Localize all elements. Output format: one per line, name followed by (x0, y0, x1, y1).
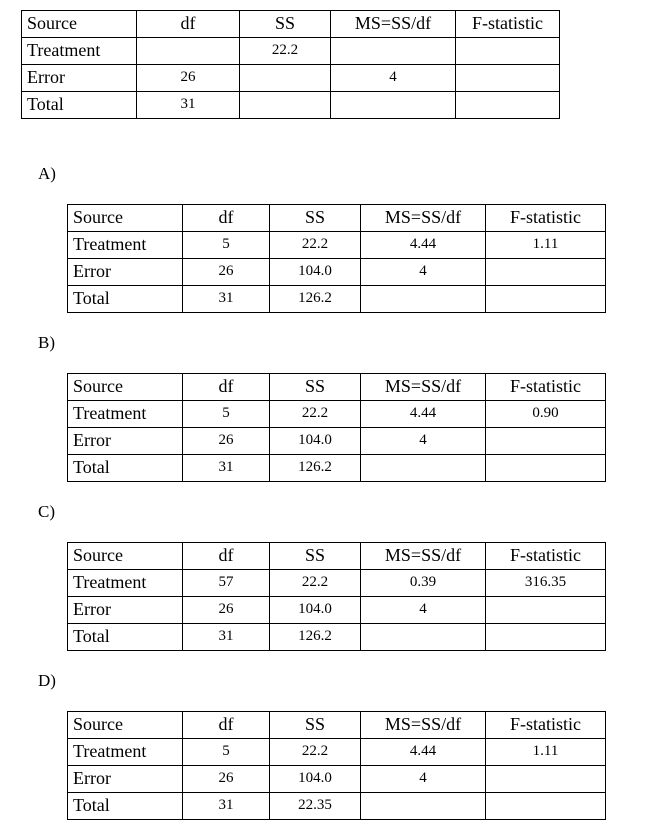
table-row-total (22, 92, 560, 119)
cell-ms: 0.39 (361, 570, 486, 597)
header-ms: MS=SS/df (361, 712, 486, 739)
header-f: F-statistic (486, 543, 606, 570)
table-row-error (68, 428, 606, 455)
header-source: Source (68, 543, 183, 570)
header-ms: MS=SS/df (331, 11, 456, 38)
header-f: F-statistic (486, 712, 606, 739)
cell-source: Total (68, 455, 183, 482)
table-row-treatment (22, 38, 560, 65)
header-source: Source (68, 712, 183, 739)
cell-source: Error (22, 65, 137, 92)
cell-ss: 126.2 (270, 455, 361, 482)
cell-ms: 4 (361, 259, 486, 286)
header-ms: MS=SS/df (361, 374, 486, 401)
cell-source: Treatment (22, 38, 137, 65)
table-row-treatment (68, 570, 606, 597)
cell-f: 0.90 (486, 401, 606, 428)
cell-source: Treatment (68, 570, 183, 597)
cell-ss: 126.2 (270, 286, 361, 313)
header-ss: SS (240, 11, 331, 38)
cell-source: Treatment (68, 401, 183, 428)
cell-f (486, 766, 606, 793)
cell-source: Error (68, 597, 183, 624)
option-b-table (67, 373, 606, 482)
cell-df: 31 (137, 92, 240, 119)
header-ss: SS (270, 374, 361, 401)
header-f: F-statistic (486, 205, 606, 232)
cell-ss: 22.2 (270, 401, 361, 428)
cell-ss: 22.35 (270, 793, 361, 820)
table-row-error (68, 597, 606, 624)
cell-f (486, 286, 606, 313)
cell-df: 26 (183, 766, 270, 793)
cell-ss: 22.2 (270, 570, 361, 597)
cell-df: 31 (183, 793, 270, 820)
cell-f (486, 428, 606, 455)
cell-source: Total (68, 624, 183, 651)
table-row-treatment (68, 739, 606, 766)
header-df: df (137, 11, 240, 38)
cell-source: Total (68, 286, 183, 313)
cell-ms: 4 (361, 428, 486, 455)
cell-source: Total (68, 793, 183, 820)
cell-f (456, 92, 560, 119)
header-df: df (183, 712, 270, 739)
cell-ss (240, 92, 331, 119)
table-header-row (68, 374, 606, 401)
cell-df: 5 (183, 401, 270, 428)
cell-source: Total (22, 92, 137, 119)
cell-ms: 4 (331, 65, 456, 92)
option-c-label: C) (38, 502, 55, 521)
cell-ms: 4 (361, 597, 486, 624)
cell-ms: 4.44 (361, 739, 486, 766)
question-anova-table (21, 10, 560, 119)
cell-ss (240, 65, 331, 92)
cell-f: 316.35 (486, 570, 606, 597)
cell-ms (361, 455, 486, 482)
table-row-error (22, 65, 560, 92)
cell-df: 26 (137, 65, 240, 92)
header-ms: MS=SS/df (361, 543, 486, 570)
cell-ms (331, 38, 456, 65)
cell-df: 26 (183, 428, 270, 455)
option-a-table (67, 204, 606, 313)
option-a-label: A) (38, 164, 56, 183)
table-row-error (68, 766, 606, 793)
cell-df: 57 (183, 570, 270, 597)
header-f: F-statistic (486, 374, 606, 401)
cell-ss: 104.0 (270, 766, 361, 793)
table-header-row (68, 712, 606, 739)
cell-f (486, 624, 606, 651)
cell-ss: 22.2 (270, 232, 361, 259)
cell-f: 1.11 (486, 739, 606, 766)
cell-df: 5 (183, 739, 270, 766)
header-ss: SS (270, 543, 361, 570)
cell-ms (361, 624, 486, 651)
header-source: Source (22, 11, 137, 38)
cell-f: 1.11 (486, 232, 606, 259)
cell-ms: 4.44 (361, 401, 486, 428)
header-ss: SS (270, 205, 361, 232)
table-header-row (68, 543, 606, 570)
table-header-row (68, 205, 606, 232)
cell-f (486, 259, 606, 286)
cell-ms (361, 286, 486, 313)
cell-df: 31 (183, 286, 270, 313)
header-f: F-statistic (456, 11, 560, 38)
header-ss: SS (270, 712, 361, 739)
cell-f (486, 597, 606, 624)
cell-ms: 4.44 (361, 232, 486, 259)
cell-df: 31 (183, 455, 270, 482)
cell-source: Error (68, 259, 183, 286)
cell-ss: 104.0 (270, 597, 361, 624)
cell-df: 5 (183, 232, 270, 259)
header-source: Source (68, 205, 183, 232)
cell-df (137, 38, 240, 65)
cell-ss: 104.0 (270, 428, 361, 455)
cell-source: Treatment (68, 232, 183, 259)
cell-source: Error (68, 766, 183, 793)
option-b-label: B) (38, 333, 55, 352)
option-d-label: D) (38, 671, 56, 690)
header-df: df (183, 205, 270, 232)
cell-ms: 4 (361, 766, 486, 793)
cell-f (486, 455, 606, 482)
cell-f (456, 38, 560, 65)
table-row-treatment (68, 401, 606, 428)
option-c-table (67, 542, 606, 651)
cell-ss: 104.0 (270, 259, 361, 286)
cell-ms (331, 92, 456, 119)
table-row-error (68, 259, 606, 286)
cell-ss: 22.2 (240, 38, 331, 65)
option-d-table (67, 711, 606, 820)
table-row-total (68, 455, 606, 482)
table-row-total (68, 624, 606, 651)
cell-df: 26 (183, 259, 270, 286)
table-header-row (22, 11, 560, 38)
header-ms: MS=SS/df (361, 205, 486, 232)
table-row-total (68, 793, 606, 820)
header-df: df (183, 543, 270, 570)
table-row-total (68, 286, 606, 313)
cell-f (456, 65, 560, 92)
cell-ss: 22.2 (270, 739, 361, 766)
cell-df: 26 (183, 597, 270, 624)
cell-ms (361, 793, 486, 820)
cell-source: Error (68, 428, 183, 455)
cell-f (486, 793, 606, 820)
table-row-treatment (68, 232, 606, 259)
header-df: df (183, 374, 270, 401)
header-source: Source (68, 374, 183, 401)
cell-source: Treatment (68, 739, 183, 766)
cell-df: 31 (183, 624, 270, 651)
cell-ss: 126.2 (270, 624, 361, 651)
